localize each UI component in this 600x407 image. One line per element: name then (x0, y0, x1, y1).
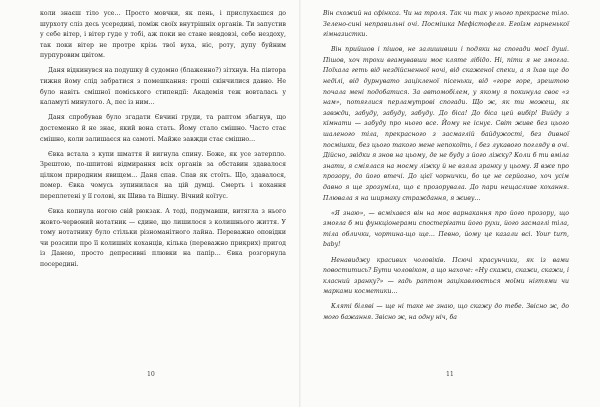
paragraph: коли знаєш тіло усе… Просто мовчки, як пень, і прислухаєшся до шурхоту сліз десь усередині, поміж своїх внутрішніх органів. Ти запустив у себе вітер, і вітер гуде у тобі, аж поки не стане невдовзі, себе нездоху, так поки вітер не протре крізь твої вуха, ніс, роту, дупу буйним пурпуровим цвітом. (40, 10, 286, 60)
left-page (40, 9, 286, 369)
paragraph: Даня спробував було згадати Євчині груди, та раптом збагнув, що достеменно й не знає, який вона стать. Йому стало смішно. Часто стає смішно, коли залишаєся на самоті. Майже завжди стає смішно… (40, 114, 286, 143)
right-page (323, 9, 569, 369)
paragraph: Він схожий на сфінкса. Чи на троля. Так чи так у нього прекрасне тіло. Зелено-сині неправильні очі. Посмішка Мефістофеля. Егоїзм гарненької гімназистки. (323, 10, 569, 39)
paragraph: Даня відкинувся на подушку й судомно (блаженно?) зітхнув. На півтора тижня йому слід забратися з помешкання: гроші скінчилися давно. Не було навіть смішної поміського стипендії: Академія теж вовталась у каламуті минулого. А, пес із ним… (40, 67, 286, 107)
paragraph: Ненавиджу красивих чоловіків. Псючі красунчики, як із вами повоститись? Бути чоловіком, а що нахоче: «Ну скажи, скажи, скажи, і класний зранку?» — гадь раптом зацікавлюється моїми нігтями чи марками косметики… (323, 256, 569, 296)
paragraph: «Я знаю», — всміхався він на моє варнакання про його прозору, що змогла б ми функціонерами спостерігати його рухи, його засмаглі тіла, тіла облички, чортина-що ще… Певно, йому це казали всі. Your turn, baby! (323, 209, 569, 249)
paragraph: Кляті біляві — ще ні таке не знаю, що скажу до тебе. Звісно ж, до мого бажання. Звісно ж, на одну ніч, ба (323, 303, 569, 322)
page-gutter (299, 0, 301, 407)
paragraph: Євка копнула ногою свій рюкзак. А тоді, подумавши, витягла з нього жовто-червоний нотатник — єдине, що лишилося з колишнього життя. У тому нотатнику було стільки різноманітного лайна. Переважно оповідки чи розсипи про її колишніх коханців, кілька (переважно прикрих) пригод із Данею, просто депресивні плювки на папір… Євка розгорнула посередині. (40, 208, 286, 269)
page-number-left: 10 (147, 371, 155, 378)
paragraph: Він прийшов і пішов, не залишивши і подяки на спогади моєї душі. Пішов, хоч трохи вгамувавши моє кляте лібідо. Ні, піти я не змогла. Поїхала геть від нездійсненної ночі, від скаженої спеки, а я їхав ще до неділі, від дурнувато зацікленої пісеньки, від «горе горе, зрештою почала мені подобатися. За автомобілем, у якому я покинула своє «з нам», потяглися перламутрові спогади. Що ж, як ти можеш, як завжди, забуду, забуду, забуду. До біса! До біса цей вибір! Вийду з кімнати — забуду про нього все. Йому не існує. Світ живе без цього шаленого тіла, прекрасного з засмаглій байдужості, без дивної посмішки, без цього такого мене непокоїть, і без лукавого погляду в очі. Дійсно, звідки я знов на цьому, де не буду з його ліжку? Коли б ти вміла знати, я сміялася на моєму ліжку й не взяла зранку у цьому. Я вже про прозору, до його втечі. До цієї чорнички, бо це не серйозно, хоч усім давно я ще зрозуміла, що є прозорувала. До пари нещасливе кохання. Плювала я на ширмаку страждання, я живу… (323, 46, 569, 202)
paragraph: Євка встала з купи шмаття й вигнула спину. Боже, як усе затерпло. Зрештою, по-шпитові відмирання всіх органів за обставин здавалося цілком природним явищем… Даня спав. Спав як стоїть. Що, здавалося, помер. Євка чомусь зупинилася на цій думці. Смерть і кохання переплетені у її голові, як Шива та Вішну. Вічний коїтус. (40, 150, 286, 200)
page-number-right: 11 (446, 371, 454, 378)
